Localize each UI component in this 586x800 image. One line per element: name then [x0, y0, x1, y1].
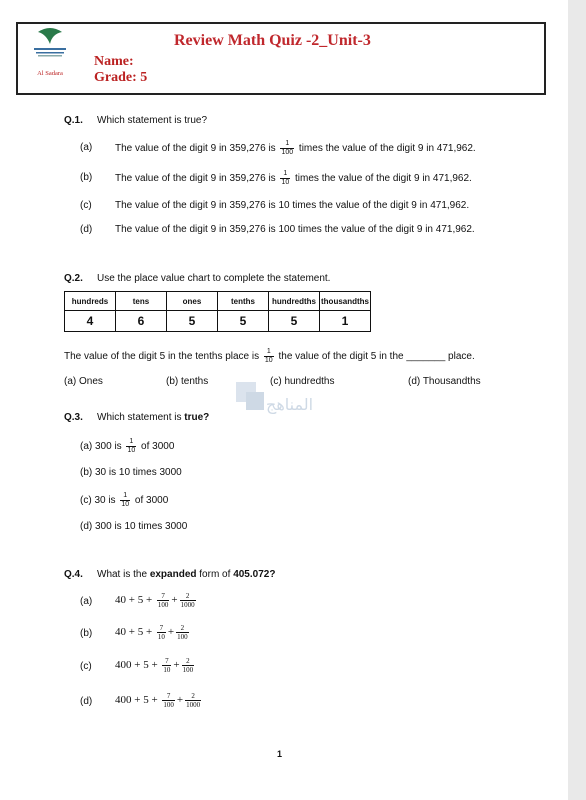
pv-header: hundreds [65, 292, 116, 311]
q1-option-a-pre: The value of the digit 9 in 359,276 is [115, 143, 276, 155]
q4-number: Q.4. [64, 569, 83, 580]
page-number: 1 [277, 749, 283, 759]
name-label: Name: [94, 54, 134, 69]
q2-statement-post: the value of the digit 5 in the _______ place. [278, 351, 475, 363]
q2-option-b: (b) tenths [166, 376, 209, 387]
expr-lead: 400 + 5 + [115, 659, 158, 672]
pv-header: hundredths [269, 292, 320, 311]
q1-question: Which statement is true? [97, 115, 208, 126]
q4-question [97, 569, 275, 580]
q2-number: Q.2. [64, 273, 83, 284]
q1-option-a-post: times the value of the digit 9 in 471,962. [298, 143, 476, 155]
grade-label: Grade: 5 [94, 70, 148, 85]
q4-question-pre: What is the [97, 569, 148, 580]
fraction: $\frac{1}{10}$ [281, 170, 290, 186]
q3-option-c-post: of 3000 [134, 495, 169, 507]
q1-number: Q.1. [64, 115, 83, 126]
fraction: $\frac{1}{100}$ [281, 140, 294, 156]
expr-lead: 40 + 5 + [115, 626, 153, 639]
q3-option-a-post: of 3000 [141, 441, 175, 453]
q4-option-c: 400 + 5 + $\frac{7}{10}$ + $\frac{2}{100}$ [115, 657, 194, 674]
q4-option-c-letter: (c) [80, 661, 92, 672]
fraction: $\frac{1}{10}$ [264, 348, 273, 364]
pv-value: 1 [320, 311, 371, 332]
q3-number: Q.3. [64, 412, 83, 423]
place-value-chart [64, 291, 371, 332]
pv-value: 4 [65, 311, 116, 332]
watermark [236, 378, 354, 426]
q1-option-b-post: times the value of the digit 9 in 471,962. [295, 173, 472, 185]
q4-option-a: 40 + 5 + $\frac{7}{100}$ + $\frac{2}{1000}$ [115, 592, 195, 609]
q1-option-a-letter: (a) [80, 142, 93, 153]
q2-question: Use the place value chart to complete the statement. [97, 273, 331, 284]
q1-option-c-letter: (c) [80, 200, 92, 211]
pv-value: 5 [167, 311, 218, 332]
q1-option-b-pre: The value of the digit 9 in 359,276 is [115, 173, 276, 185]
q1-option-b [115, 170, 472, 187]
q1-option-a [115, 140, 476, 157]
q2-option-c: (c) hundredths [270, 376, 335, 387]
fraction: $\frac{1}{10}$ [127, 438, 136, 454]
expr-lead: 400 + 5 + [115, 694, 158, 707]
q3-option-a-pre: (a) 300 is [80, 441, 122, 453]
expr-lead: 40 + 5 + [115, 594, 153, 607]
q4-option-b-letter: (b) [80, 628, 93, 639]
q3-option-c [80, 492, 168, 509]
q4-option-b: 40 + 5 + $\frac{7}{10}$ + $\frac{2}{100}$ [115, 624, 188, 641]
fraction: $\frac{7}{10}$ [163, 657, 171, 674]
pv-value: 5 [269, 311, 320, 332]
page-title: Review Math Quiz -2_Unit-3 [174, 32, 371, 49]
q3-option-a [80, 438, 174, 455]
q2-statement-pre: The value of the digit 5 in the tenths place is [64, 351, 260, 363]
pv-header: ones [167, 292, 218, 311]
q3-question-pre: Which statement is [97, 412, 182, 423]
q1-option-d: The value of the digit 9 in 359,276 is 100 times the value of the digit 9 in 471,962. [115, 224, 475, 235]
fraction: $\frac{7}{100}$ [157, 592, 169, 609]
q3-question-bold: true? [184, 412, 210, 423]
fraction: $\frac{7}{100}$ [163, 692, 174, 709]
q3-option-d: (d) 300 is 10 times 3000 [80, 521, 188, 532]
fraction: $\frac{7}{10}$ [157, 624, 165, 641]
pv-value: 6 [116, 311, 167, 332]
q1-option-b-letter: (b) [80, 172, 93, 183]
q2-statement [64, 348, 475, 365]
fraction: $\frac{2}{1000}$ [180, 592, 195, 609]
q4-question-mid: form of [199, 569, 231, 580]
q1-option-d-letter: (d) [80, 224, 93, 235]
q2-option-a: (a) Ones [64, 376, 103, 387]
q4-option-d-letter: (d) [80, 696, 93, 707]
q3-question [97, 412, 209, 423]
pv-header: thousandths [320, 292, 371, 311]
fraction: $\frac{2}{100}$ [177, 624, 188, 641]
q4-question-bold1: expanded [149, 569, 197, 580]
watermark-logo [236, 378, 354, 426]
q4-option-a-letter: (a) [80, 596, 93, 607]
pv-header: tenths [218, 292, 269, 311]
fraction: $\frac{1}{10}$ [121, 492, 130, 508]
fraction: $\frac{2}{100}$ [182, 657, 194, 674]
pv-value: 5 [218, 311, 269, 332]
q3-option-b: (b) 30 is 10 times 3000 [80, 467, 182, 478]
q4-option-d: 400 + 5 + $\frac{7}{100}$ + $\frac{2}{1000}$ [115, 692, 201, 709]
q2-option-d: (d) Thousandths [408, 376, 481, 387]
watermark-text: المناهج [266, 395, 314, 414]
logo-icon [30, 26, 70, 60]
pv-header: tens [116, 292, 167, 311]
q4-question-bold2: 405.072? [233, 569, 276, 580]
logo-caption: Al Sadara [37, 70, 63, 77]
q3-option-c-pre: (c) 30 is [80, 495, 116, 507]
school-logo [26, 26, 74, 82]
q1-option-c: The value of the digit 9 in 359,276 is 10 times the value of the digit 9 in 471,962. [115, 200, 470, 211]
fraction: $\frac{2}{1000}$ [186, 692, 201, 709]
